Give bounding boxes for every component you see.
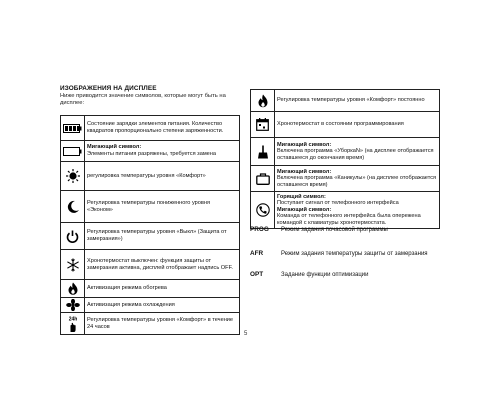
row-cooling xyxy=(85,298,240,313)
fan-icon xyxy=(61,298,85,313)
code-label: OPT xyxy=(250,271,264,278)
desc-text: Активизация режима обогрева xyxy=(87,285,167,292)
row-battery-empty xyxy=(85,141,240,162)
desc-text: Хронотермостат выключен: функция защиты от замерзания активна, дисплей отображает надпись OFF. xyxy=(87,257,233,271)
code-desc: Задание функции оптимизации xyxy=(281,272,369,278)
battery-full-icon xyxy=(61,116,85,141)
row-holidays xyxy=(275,166,440,192)
desc-text: Регулировка температуры уровня «Комфорт» постоянно xyxy=(277,97,425,104)
row-comfort-permanent xyxy=(275,90,440,112)
symbols-table-left xyxy=(60,115,240,335)
intro-text: Ниже приводится значение символов, которые могут быть на дисплее: xyxy=(60,93,226,106)
suitcase-icon xyxy=(251,166,275,192)
desc-text: регулировка температуры уровня «Комфорт» xyxy=(87,172,206,179)
desc-text: Поступает сигнал от телефонного интерфейса xyxy=(277,200,399,207)
row-off-antifreeze xyxy=(85,223,240,250)
flame-icon xyxy=(61,280,85,298)
row-cleaning xyxy=(275,138,440,166)
desc-text: Команда от телефонного интерфейса была опережена командой с клавиатуры хронотермостата. xyxy=(277,213,421,226)
hand-24h-icon xyxy=(61,313,85,335)
desc-text: Активизация режима охлаждения xyxy=(87,301,175,308)
moon-icon xyxy=(61,191,85,223)
row-thermostat-off xyxy=(85,250,240,280)
code-desc: Режим задания почасовой программы xyxy=(281,227,388,233)
desc-text: Элементы питания разряжены, требуется замена xyxy=(87,151,216,157)
row-programming xyxy=(275,112,440,138)
desc-text: Регулировка температуры уровня «Выкл» (Защита от замерзания») xyxy=(87,229,227,242)
sun-icon xyxy=(61,162,85,191)
desc-label: Мигающий символ: xyxy=(87,144,142,151)
battery-empty-icon xyxy=(61,141,85,162)
desc-text: Регулировка температуры уровня «Комфорт» в течение 24 часов xyxy=(87,316,234,330)
desc-label: Мигающий символ: xyxy=(277,168,332,175)
row-economy xyxy=(85,191,240,223)
desc-label: Горящий символ: xyxy=(277,193,326,200)
desc-text: Хронотермостат в состоянии программирования xyxy=(277,121,404,128)
symbols-table-right xyxy=(250,89,440,229)
code-label: AFR xyxy=(250,250,264,257)
desc-text: Состояние зарядки элементов питания. Количество квадратов пропорционально степени заряженности. xyxy=(87,121,224,134)
row-phone-interface xyxy=(275,192,440,229)
code-label: PROG xyxy=(250,226,269,233)
desc-label: Мигающий символ: xyxy=(277,206,332,213)
page-number: 5 xyxy=(244,331,248,337)
calendar-icon xyxy=(251,112,275,138)
row-comfort xyxy=(85,162,240,191)
row-battery-full xyxy=(85,116,240,141)
phone-icon xyxy=(251,192,275,229)
page-title: ИЗОБРАЖЕНИЯ НА ДИСПЛЕЕ xyxy=(60,85,157,92)
snowflake-icon xyxy=(61,250,85,280)
desc-label: Мигающий символ: xyxy=(277,141,332,148)
power-icon xyxy=(61,223,85,250)
code-desc: Режим задания температуры защиты от замерзания xyxy=(281,251,428,257)
row-heating xyxy=(85,280,240,298)
desc-text: Регулировка температуры пониженного уровня «Эконом» xyxy=(87,199,210,213)
row-comfort-24h xyxy=(85,313,240,335)
desc-text: Включена программа «Каникулы» (на дисплее отображается оставшееся время) xyxy=(277,175,437,188)
broom-icon xyxy=(251,138,275,166)
desc-text: Включена программа «УборкаN» (на дисплее отображается оставшееся до окончания время) xyxy=(277,148,434,161)
hand-flame-icon xyxy=(251,90,275,112)
svg-text:24h: 24h xyxy=(68,316,77,322)
